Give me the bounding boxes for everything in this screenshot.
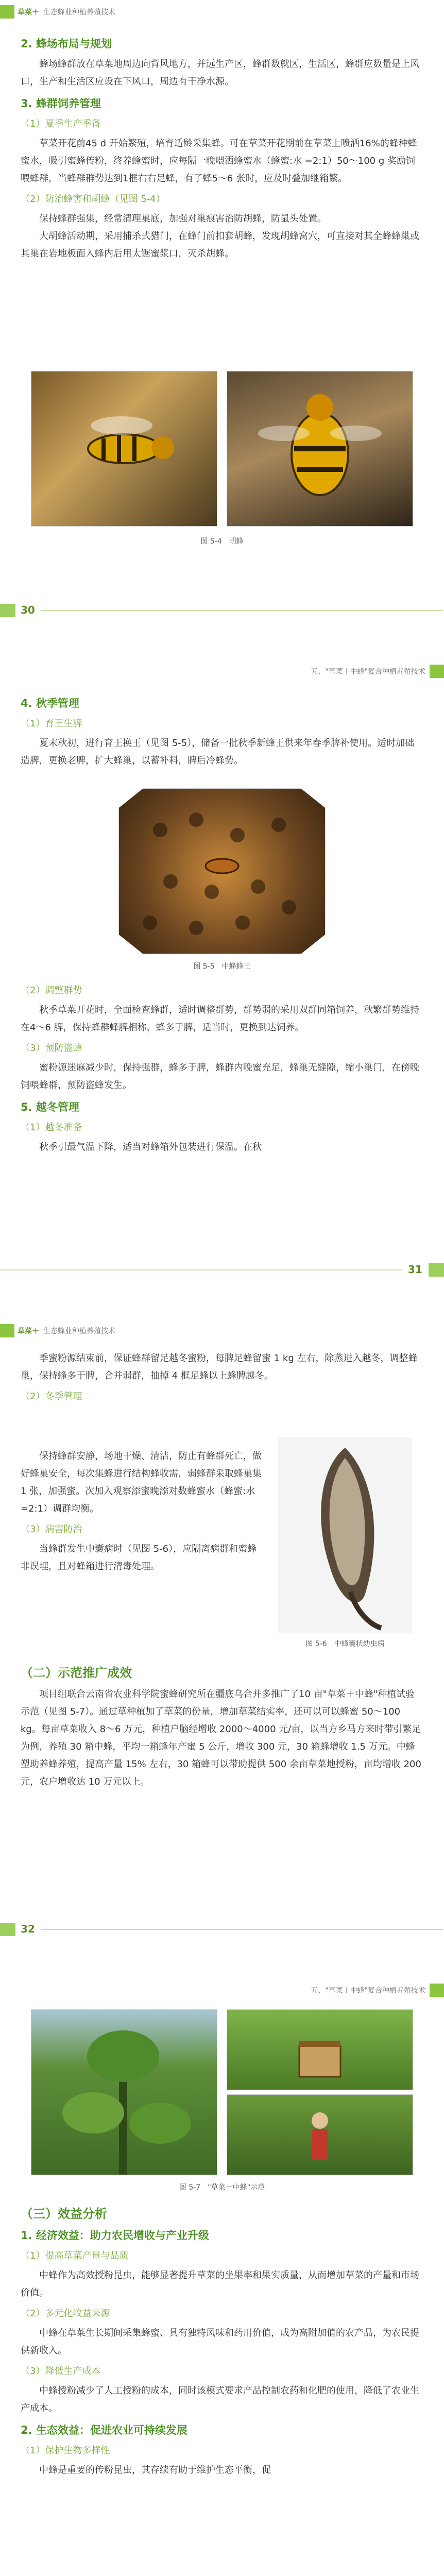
page-footer: [0, 1922, 444, 1937]
heading: 2. 生态效益：促进农业可持续发展: [21, 2424, 187, 2436]
heading: 1. 经济效益：助力农民增收与产业升级: [21, 2229, 209, 2242]
paragraph: 草菜开花前45 d 开始繁殖，培育适龄采集蜂。可在草菜开花期前在草菜上喷洒16%的蜂种蜂蜜水，吸引蜜蜂传粉，终养蜂蜜时，应每隔一晚喂洒蜂蜜水（蜂蜜:水 =2:1）50～100 g 奖励饲喂蜂群，当蜂群群势达到1框右右足蜂，有了蜂5～6 张时，应及时叠加继箱繁。: [21, 138, 417, 184]
figure-caption: 图 5-5 中蜂蜂王: [193, 962, 251, 971]
page-footer: [0, 1262, 444, 1278]
page-30: [0, 0, 444, 639]
heading: 3. 蜂群饲养管理: [21, 97, 101, 110]
heading: 5. 越冬管理: [21, 1101, 79, 1113]
subheading: （3）降低生产成本: [21, 2366, 101, 2377]
page-header: [311, 665, 444, 678]
page-33: [0, 1978, 444, 2576]
hornet-photo-1: [31, 371, 217, 527]
beehive-icon: [227, 2010, 413, 2090]
paragraph: 中蜂在草菜生长期间采集蜂蜜、具有独特风味和药用价值，成为高附加值的农产品，为农民提供新收入。: [21, 2328, 419, 2356]
footer-chevron: [429, 1263, 444, 1277]
header-bar: [0, 1324, 14, 1337]
subheading: （1）夏季生产季备: [21, 118, 101, 129]
subheading: （1）育王生脾: [21, 718, 82, 729]
page-body-narrow: [21, 1448, 263, 1575]
paragraph: 保持蜂群强集，经常清理巢底，加强对巢痕害治防胡蜂，防鼠头处置。: [39, 213, 327, 224]
subheading: （2）冬季管理: [21, 1391, 82, 1402]
header-brand: 草菜＋: [18, 8, 39, 16]
subheading: （3）病害防治: [21, 1524, 82, 1535]
paragraph: 秋季引最气温下降，适当对蜂箱外包装进行保温。在秋: [39, 1142, 262, 1153]
plant-icon: [31, 2010, 217, 2175]
section-heading: （二）示范推广成效: [21, 1666, 132, 1680]
subheading: （1）保护生物多样性: [21, 2445, 110, 2456]
subheading: （2）多元化收益来源: [21, 2308, 110, 2319]
header-bar: [430, 1984, 444, 1997]
page-body: [21, 2200, 422, 2479]
subheading: （1）提高草菜产量与品质: [21, 2250, 129, 2261]
page-number: 30: [21, 604, 35, 616]
footer-line: [41, 1929, 443, 1930]
page-body: [21, 1350, 422, 1408]
subheading: （3）预防盗蜂: [21, 1043, 82, 1054]
demo-photo-field-1: [31, 2009, 217, 2175]
sacbrood-larva-photo: [278, 1437, 412, 1633]
footer-chevron: [0, 1923, 15, 1936]
hornet-icon: [227, 371, 413, 526]
paragraph: 中蜂授粉减少了人工授粉的成本，同时该模式要求产品控制农药和化肥的使用，降低了农业生产成本。: [21, 2385, 419, 2414]
demo-photo-field-2: [227, 2009, 413, 2090]
page-number: 32: [21, 1923, 35, 1935]
paragraph: 保持蜂群安静，场地干燥、清洁，防止有蜂群死亡，做好蜂巢安全，每次集蜂进行结构蜂收需，弱蜂群采取蜂巢集1 张，加强蜜。次加入观察添蜜晚添对数蜂蜜水（蜂蜜:水 =2:1）调群均衡。: [21, 1451, 262, 1514]
hornet-icon: [31, 371, 217, 526]
figure-caption: 图 5-6 中蜂囊状幼虫病: [305, 1640, 385, 1648]
section-heading: （三）效益分析: [21, 2207, 107, 2221]
paragraph: 季蜜粉源结束前，保证蜂群留足越冬蜜粉，每脾足蜂留蜜 1 kg 左右，除蒸进入越冬，调整蜂巢，保持蜂多于脾，合并弱群，抽掉 4 框足蜂以上蜂脾越冬。: [21, 1353, 418, 1381]
footer-chevron: [0, 604, 15, 617]
paragraph: 夏末秋初，进行育王换王（见图 5-5），储备一批秋季新蜂王供来年春季脾补使用。适时加础造脾，更换老脾，扩大蜂巢，以蓄补料，脾后冷蜂势。: [21, 738, 415, 766]
subheading: （2）防治蜂害和胡蜂（见图 5-4）: [21, 194, 165, 205]
page-footer: [0, 603, 444, 618]
subheading: （1）越冬准备: [21, 1122, 82, 1133]
larva-icon: [278, 1437, 412, 1633]
hornet-photo-2: [227, 371, 413, 527]
paragraph: 蜂场蜂群放在草菜地周边向背风地方，并远生产区，蜂群数就区，生活区，蜂群应数量是上风口，生产和生活区应设在下风口，周边有干净水源。: [21, 59, 419, 87]
header-title: 生态蜂业种植养殖技术: [43, 1327, 115, 1335]
paragraph: 中蜂作为高效授粉昆虫，能够显著提升草菜的坐果率和果实质量，从而增加草菜的产量和市场价值。: [21, 2270, 419, 2298]
page-header: [311, 1984, 444, 1997]
page-body: [21, 690, 422, 770]
demo-photo-field-3: [227, 2094, 413, 2175]
page-body: [21, 1659, 422, 1791]
header-title: 五、"草菜＋中蜂"复合种植养殖技术: [311, 1987, 425, 1995]
heading: 2. 蜂场布局与规划: [21, 38, 112, 50]
footer-line: [41, 610, 443, 611]
page-number: 31: [408, 1263, 422, 1276]
header-bar: [430, 665, 444, 678]
queen-bee-photo: [118, 788, 326, 954]
header-bar: [0, 5, 14, 19]
paragraph: 大胡蜂活动期，采用捕杀式猎门，在蜂门前扣套胡蜂，发现胡蜂窝穴，可直接对其全蜂蜂巢或其巢在岩地板面入蜂内后用太锯蜜浆口，灭杀胡蜂。: [21, 231, 419, 259]
header-brand: 草菜＋: [18, 1327, 39, 1335]
header-title: 生态蜂业种植养殖技术: [43, 8, 115, 16]
page-header: [0, 5, 115, 19]
paragraph: 项目组联合云南省农业科学院蜜蜂研究所在疆底乌合并多推广了10 亩"草菜＋中蜂"种植试验示范（见图 5-7）。通过草种植加了草菜的份量，增加草菜结实率，还可以可以蜂蜜 50～100 kg。每亩草菜收入 8～6 万元，种植户脑经增收 2000～4000 元/亩，以当方乡马方来时带引繁足为例，养殖 30 箱中蜂，平均一箱蜂年产蜜 5 公斤，增收 300 元，30 箱蜂增收 1.5 万元。中蜂塑助养蜂养殖，提高产量 15% 左右，30 箱蜂可以带助提供 500 余亩草菜地授粉，亩均增收 200 元，农户增收达 10 万元以上。: [21, 1689, 421, 1787]
header-title: 五、"草菜＋中蜂"复合种植养殖技术: [311, 668, 425, 676]
figure-caption: 图 5-7 "草菜＋中蜂"示范: [179, 2183, 265, 2192]
person-icon: [227, 2095, 413, 2175]
footer-line: [0, 1269, 402, 1270]
paragraph: 中蜂是重要的传粉昆虫，其存续有助于维护生态平衡，促: [39, 2465, 271, 2476]
heading: 4. 秋季管理: [21, 697, 79, 709]
figure-caption: 图 5-4 胡蜂: [200, 537, 244, 546]
page-body: [21, 31, 422, 263]
page-body: [21, 979, 422, 1156]
paragraph: 蜜粉源迷麻减少时，保持强群，蜂多于脾，蜂群内晚蜜充足，蜂巢无缝隙，缩小巢门，在傍晚饲喂蜂群，预防盗蜂发生。: [21, 1062, 419, 1091]
paragraph: 当蜂群发生中囊病时（见图 5-6），应隔离病群和蜜蜂非误埋，且对蜂箱进行清毒处理。: [21, 1544, 257, 1572]
bee-comb-icon: [119, 789, 325, 954]
subheading: （2）调整群势: [21, 985, 82, 996]
page-header: [0, 1324, 115, 1337]
paragraph: 秋季草菜开花时，全面检查蜂群，适时调整群势，群势弱的采用双群同箱饲养，秋繁群势维持在4～6 脾，保持蜂群蜂脾相称，蜂多于脾，适当时，更换到达饲养。: [21, 1005, 419, 1033]
page-31: [0, 659, 444, 1298]
page-32: [0, 1319, 444, 1958]
